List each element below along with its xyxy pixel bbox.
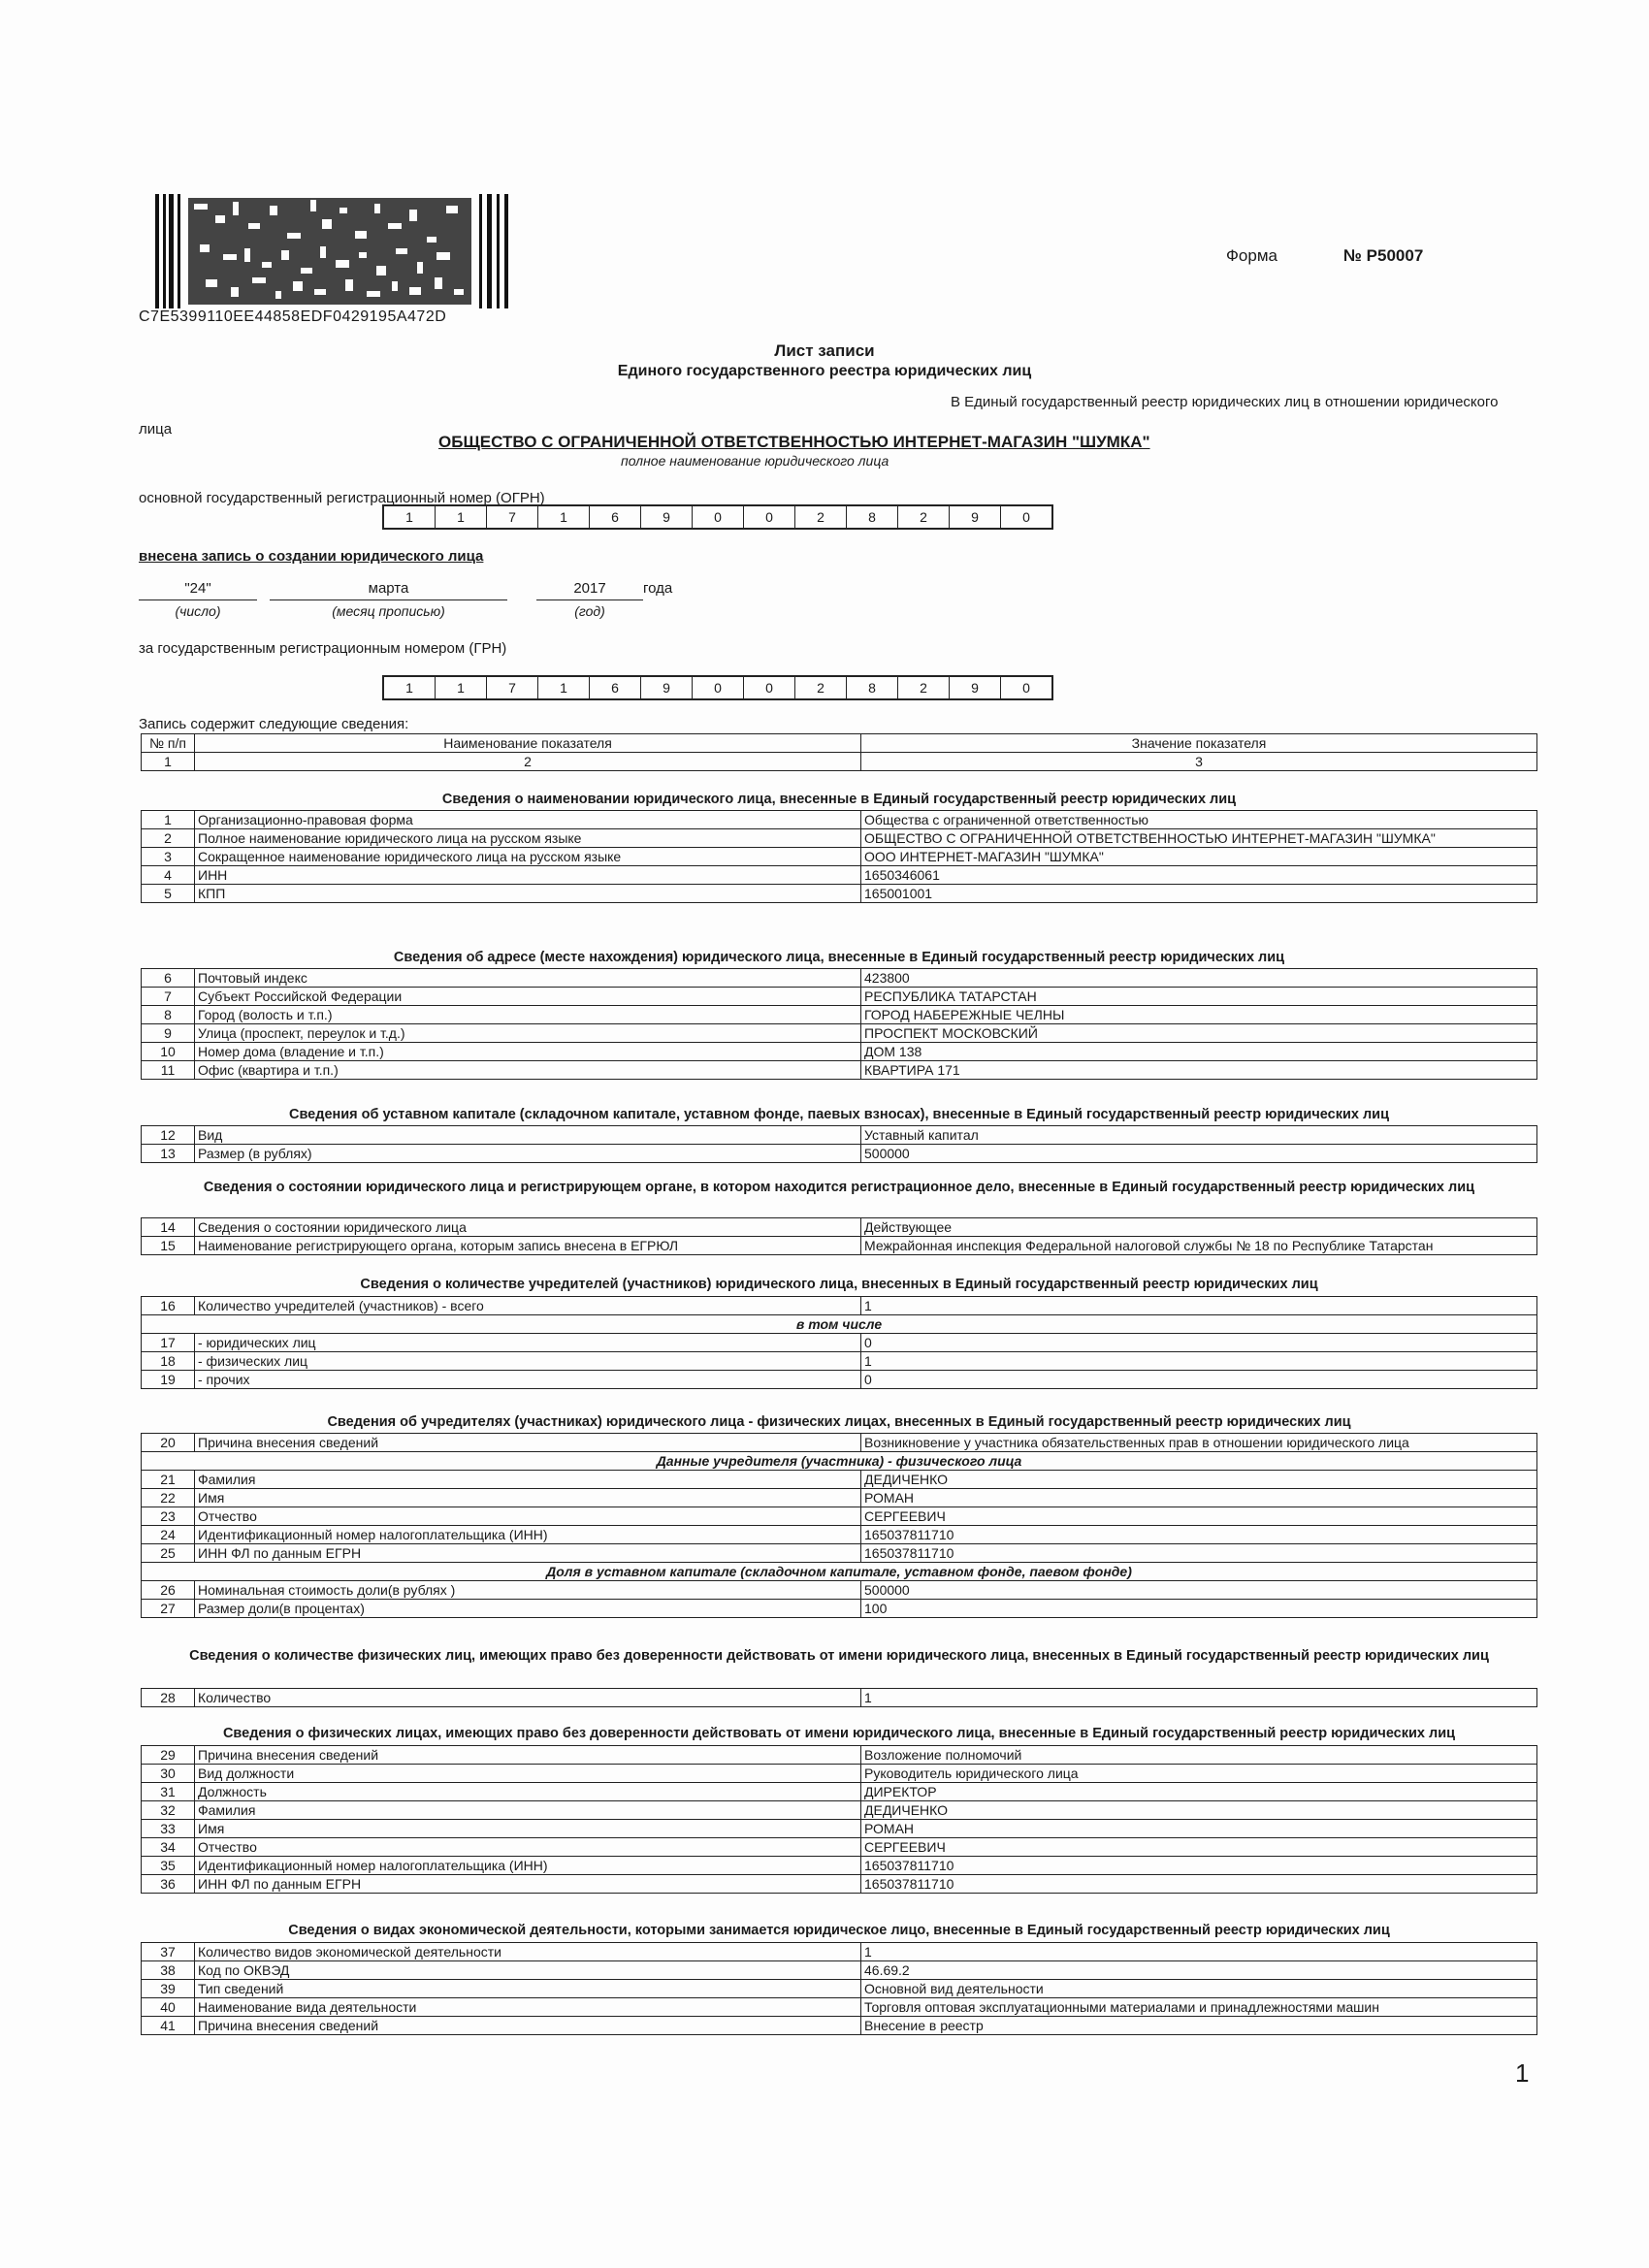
organization-name-caption: полное наименование юридического лица (621, 453, 889, 469)
col-name-index: 2 (195, 753, 861, 771)
section-table-capital (141, 1125, 1537, 1163)
digit-cell: 1 (405, 509, 413, 525)
row-value: 46.69.2 (861, 1961, 1537, 1980)
digit-cell: 8 (846, 506, 897, 528)
section-title-signatory-count: Сведения о количестве физических лиц, имеющих право без доверенности действовать от имени юридического лица, внесенных в Единый государственный реестр юридических лиц (189, 1648, 1489, 1664)
row-value: Основной вид деятельности (861, 1980, 1537, 1998)
date-month-caption: (месяц прописью) (332, 603, 445, 619)
table-row (142, 885, 1537, 903)
row-value: Общества с ограниченной ответственностью (861, 811, 1537, 829)
row-value: Торговля оптовая эксплуатационными материалами и принадлежностями машин (861, 1998, 1537, 2017)
section-title-capital: Сведения об уставном капитале (складочном капитале, уставном фонде, паевых взносах), внесенные в Единый государственный реестр юридических лиц (288, 1107, 1390, 1122)
row-number: 29 (142, 1746, 195, 1765)
row-value: РЕСПУБЛИКА ТАТАРСТАН (861, 988, 1537, 1006)
digit-cell: 9 (640, 677, 692, 698)
row-value: РОМАН (861, 1489, 1537, 1507)
section-table-signatories (141, 1745, 1537, 1894)
subheader-including: в том числе (142, 1315, 1537, 1334)
table-row (142, 1352, 1537, 1371)
form-label: Форма (1226, 246, 1277, 265)
table-row (142, 2017, 1537, 2035)
subheader-row (142, 1452, 1537, 1471)
row-number: 23 (142, 1507, 195, 1526)
digit-cell: 9 (949, 677, 1000, 698)
table-row (142, 988, 1537, 1006)
row-value: 500000 (861, 1145, 1537, 1163)
row-number: 15 (142, 1237, 195, 1255)
row-number: 18 (142, 1352, 195, 1371)
section-table-status (141, 1217, 1537, 1255)
row-name: Организационно-правовая форма (195, 811, 861, 829)
digit-cell: 9 (640, 506, 692, 528)
section-title-name: Сведения о наименовании юридического лица, внесенные в Единый государственный реестр юридических лиц (441, 792, 1237, 807)
section-table-activities (141, 1942, 1537, 2035)
row-number: 12 (142, 1126, 195, 1145)
section-table-signatory-count (141, 1688, 1537, 1707)
table-row (142, 1043, 1537, 1061)
table-row (142, 1126, 1537, 1145)
organization-full-name: ОБЩЕСТВО С ОГРАНИЧЕННОЙ ОТВЕТСТВЕННОСТЬЮ ИНТЕРНЕТ-МАГАЗИН "ШУМКА" (438, 433, 1150, 451)
row-name: Идентификационный номер налогоплательщика (ИНН) (195, 1526, 861, 1544)
row-value: ДЕДИЧЕНКО (861, 1471, 1537, 1489)
row-value: 1650346061 (861, 866, 1537, 885)
row-name: Почтовый индекс (195, 969, 861, 988)
row-value: 0 (861, 1371, 1537, 1389)
row-number: 37 (142, 1943, 195, 1961)
row-number: 26 (142, 1581, 195, 1600)
row-value: СЕРГЕЕВИЧ (861, 1838, 1537, 1857)
row-value: ООО ИНТЕРНЕТ-МАГАЗИН "ШУМКА" (861, 848, 1537, 866)
table-row (142, 1998, 1537, 2017)
table-row (142, 1746, 1537, 1765)
row-name: Улица (проспект, переулок и т.д.) (195, 1024, 861, 1043)
row-value: Руководитель юридического лица (861, 1765, 1537, 1783)
row-name: - юридических лиц (195, 1334, 861, 1352)
digit-cell: 0 (743, 677, 794, 698)
table-row (142, 1600, 1537, 1618)
row-number: 5 (142, 885, 195, 903)
digit-cell: 9 (949, 506, 1000, 528)
table-row (142, 1471, 1537, 1489)
row-number: 4 (142, 866, 195, 885)
row-value: 165001001 (861, 885, 1537, 903)
row-name: Причина внесения сведений (195, 1434, 861, 1452)
row-value: Возложение полномочий (861, 1746, 1537, 1765)
table-row (142, 1371, 1537, 1389)
row-value: 165037811710 (861, 1526, 1537, 1544)
row-name: Номинальная стоимость доли(в рублях ) (195, 1581, 861, 1600)
row-name: Офис (квартира и т.п.) (195, 1061, 861, 1080)
row-name: Количество учредителей (участников) - всего (195, 1297, 861, 1315)
digit-cell: 1 (537, 677, 589, 698)
row-number: 28 (142, 1689, 195, 1707)
row-number: 24 (142, 1526, 195, 1544)
digit-cell: 7 (486, 677, 537, 698)
section-title-address: Сведения об адресе (месте нахождения) юридического лица, внесенные в Единый государственный реестр юридических лиц (393, 950, 1285, 965)
table-row (142, 1237, 1537, 1255)
row-name: Фамилия (195, 1471, 861, 1489)
row-name: Размер (в рублях) (195, 1145, 861, 1163)
row-name: Количество (195, 1689, 861, 1707)
row-value: Внесение в реестр (861, 2017, 1537, 2035)
row-value: 0 (861, 1334, 1537, 1352)
row-value: 165037811710 (861, 1875, 1537, 1894)
row-number: 6 (142, 969, 195, 988)
row-name: Номер дома (владение и т.п.) (195, 1043, 861, 1061)
subheader-row (142, 1563, 1537, 1581)
row-name: Субъект Российской Федерации (195, 988, 861, 1006)
row-value: ДИРЕКТОР (861, 1783, 1537, 1801)
row-number: 33 (142, 1820, 195, 1838)
row-number: 36 (142, 1875, 195, 1894)
row-name: Наименование регистрирующего органа, которым запись внесена в ЕГРЮЛ (195, 1237, 861, 1255)
row-number: 20 (142, 1434, 195, 1452)
digit-cell: 2 (897, 506, 949, 528)
row-number: 41 (142, 2017, 195, 2035)
row-name: ИНН ФЛ по данным ЕГРН (195, 1875, 861, 1894)
row-value: Действующее (861, 1218, 1537, 1237)
table-row (142, 1581, 1537, 1600)
form-number: № Р50007 (1343, 246, 1424, 265)
row-value: Уставный капитал (861, 1126, 1537, 1145)
table-row (142, 1765, 1537, 1783)
document-subtitle: Единого государственного реестра юридических лиц (617, 363, 1032, 379)
column-header-table (141, 733, 1537, 771)
row-value: 1 (861, 1943, 1537, 1961)
page-number: 1 (1515, 2058, 1530, 2088)
row-name: Сокращенное наименование юридического лица на русском языке (195, 848, 861, 866)
row-number: 39 (142, 1980, 195, 1998)
row-number: 34 (142, 1838, 195, 1857)
contains-label: Запись содержит следующие сведения: (139, 716, 409, 732)
row-name: Полное наименование юридического лица на русском языке (195, 829, 861, 848)
row-name: Имя (195, 1820, 861, 1838)
row-number: 31 (142, 1783, 195, 1801)
row-name: Идентификационный номер налогоплательщика (ИНН) (195, 1857, 861, 1875)
barcode-image (155, 194, 514, 308)
ogrn-digit-boxes (382, 504, 1053, 530)
row-value: ДЕДИЧЕНКО (861, 1801, 1537, 1820)
table-row (142, 848, 1537, 866)
row-number: 27 (142, 1600, 195, 1618)
row-name: Причина внесения сведений (195, 1746, 861, 1765)
row-name: Фамилия (195, 1801, 861, 1820)
digit-cell: 2 (794, 677, 846, 698)
digit-cell: 0 (1000, 677, 1051, 698)
ogrn-label: основной государственный регистрационный номер (ОГРН) (139, 490, 545, 506)
row-number: 14 (142, 1218, 195, 1237)
row-number: 25 (142, 1544, 195, 1563)
row-value: 423800 (861, 969, 1537, 988)
row-value: ОБЩЕСТВО С ОГРАНИЧЕННОЙ ОТВЕТСТВЕННОСТЬЮ ИНТЕРНЕТ-МАГАЗИН "ШУМКА" (861, 829, 1537, 848)
row-name: Сведения о состоянии юридического лица (195, 1218, 861, 1237)
col-value-header: Значение показателя (861, 734, 1537, 753)
table-row (142, 1875, 1537, 1894)
digit-cell: 2 (794, 506, 846, 528)
row-name: Отчество (195, 1838, 861, 1857)
table-row (142, 1489, 1537, 1507)
table-row (142, 1544, 1537, 1563)
table-row (142, 1980, 1537, 1998)
section-title-founders-count: Сведения о количестве учредителей (участников) юридического лица, внесенных в Единый государственный реестр юридических лиц (360, 1277, 1318, 1292)
table-row (142, 1334, 1537, 1352)
date-day: "24" (139, 580, 257, 600)
digit-cell: 7 (486, 506, 537, 528)
row-number: 8 (142, 1006, 195, 1024)
table-row (142, 1943, 1537, 1961)
row-name: Код по ОКВЭД (195, 1961, 861, 1980)
row-value: ПРОСПЕКТ МОСКОВСКИЙ (861, 1024, 1537, 1043)
grn-digit-boxes (382, 675, 1053, 700)
document-title: Лист записи (774, 341, 875, 360)
table-row (142, 1006, 1537, 1024)
row-value: 1 (861, 1297, 1537, 1315)
table-row (142, 829, 1537, 848)
row-value: Межрайонная инспекция Федеральной налоговой службы № 18 по Республике Татарстан (861, 1237, 1537, 1255)
subheader-founder-data: Данные учредителя (участника) - физического лица (142, 1452, 1537, 1471)
grn-label: за государственным регистрационным номером (ГРН) (139, 640, 507, 657)
row-value: 500000 (861, 1581, 1537, 1600)
section-title-activities: Сведения о видах экономической деятельности, которыми занимается юридическое лицо, внесенные в Единый государственный реестр юридических лиц (288, 1923, 1390, 1938)
row-value: ДОМ 138 (861, 1043, 1537, 1061)
date-year-caption: (год) (574, 603, 605, 619)
table-row (142, 811, 1537, 829)
table-row (142, 1434, 1537, 1452)
row-number: 19 (142, 1371, 195, 1389)
intro-text: В Единый государственный реестр юридических лиц в отношении юридического (951, 394, 1499, 410)
col-number-index: 1 (142, 753, 195, 771)
row-value: СЕРГЕЕВИЧ (861, 1507, 1537, 1526)
table-row (142, 1526, 1537, 1544)
table-row (142, 1145, 1537, 1163)
table-row (142, 1961, 1537, 1980)
digit-cell: 8 (846, 677, 897, 698)
row-number: 13 (142, 1145, 195, 1163)
row-number: 7 (142, 988, 195, 1006)
barcode-code: C7E5399110EE44858EDF0429195A472D (139, 308, 447, 325)
row-name: Отчество (195, 1507, 861, 1526)
table-row (142, 1689, 1537, 1707)
table-row (142, 1507, 1537, 1526)
table-row (142, 1820, 1537, 1838)
row-number: 17 (142, 1334, 195, 1352)
row-name: - прочих (195, 1371, 861, 1389)
table-row (142, 1218, 1537, 1237)
row-number: 2 (142, 829, 195, 848)
table-row (142, 1024, 1537, 1043)
row-name: Имя (195, 1489, 861, 1507)
row-name: - физических лиц (195, 1352, 861, 1371)
row-number: 10 (142, 1043, 195, 1061)
row-number: 40 (142, 1998, 195, 2017)
col-number-header: № п/п (142, 734, 195, 753)
row-name: Размер доли(в процентах) (195, 1600, 861, 1618)
section-title-status: Сведения о состоянии юридического лица и регистрирующем органе, в котором находится регистрационное дело, внесенные в Единый государственный реестр юридических лиц (203, 1180, 1475, 1195)
digit-cell: 0 (692, 677, 743, 698)
table-row (142, 1297, 1537, 1315)
row-name: Наименование вида деятельности (195, 1998, 861, 2017)
row-name: Вид должности (195, 1765, 861, 1783)
digit-cell: 2 (897, 677, 949, 698)
digit-cell: 0 (1000, 506, 1051, 528)
table-row (142, 969, 1537, 988)
subheader-row (142, 1315, 1537, 1334)
row-name: Должность (195, 1783, 861, 1801)
col-name-header: Наименование показателя (195, 734, 861, 753)
row-number: 3 (142, 848, 195, 866)
date-day-caption: (число) (175, 603, 221, 619)
row-value: 165037811710 (861, 1857, 1537, 1875)
section-table-founders-count (141, 1296, 1537, 1389)
section-title-signatories: Сведения о физических лицах, имеющих право без доверенности действовать от имени юридического лица, внесенные в Единый государственный реестр юридических лиц (222, 1726, 1456, 1741)
section-table-name (141, 810, 1537, 903)
section-table-founders (141, 1433, 1537, 1618)
row-number: 32 (142, 1801, 195, 1820)
intro-continuation: лица (139, 421, 173, 437)
digit-cell: 0 (743, 506, 794, 528)
row-name: ИНН (195, 866, 861, 885)
row-number: 35 (142, 1857, 195, 1875)
table-row (142, 866, 1537, 885)
row-name: Тип сведений (195, 1980, 861, 1998)
date-month: марта (270, 580, 507, 600)
digit-cell: 6 (589, 677, 640, 698)
creation-record-label: внесена запись о создании юридического лица (139, 548, 484, 565)
subheader-share: Доля в уставном капитале (складочном капитале, уставном фонде, паевом фонде) (142, 1563, 1537, 1581)
row-value: ГОРОД НАБЕРЕЖНЫЕ ЧЕЛНЫ (861, 1006, 1537, 1024)
table-row (142, 1061, 1537, 1080)
digit-cell: 1 (435, 677, 486, 698)
row-number: 1 (142, 811, 195, 829)
row-value: 165037811710 (861, 1544, 1537, 1563)
row-number: 21 (142, 1471, 195, 1489)
digit-cell: 1 (435, 506, 486, 528)
row-name: Причина внесения сведений (195, 2017, 861, 2035)
row-value: 1 (861, 1352, 1537, 1371)
digit-cell: 1 (405, 680, 413, 696)
table-row (142, 1838, 1537, 1857)
digit-cell: 6 (589, 506, 640, 528)
row-name: Количество видов экономической деятельности (195, 1943, 861, 1961)
row-number: 22 (142, 1489, 195, 1507)
row-value: 1 (861, 1689, 1537, 1707)
row-name: Вид (195, 1126, 861, 1145)
row-number: 38 (142, 1961, 195, 1980)
row-number: 11 (142, 1061, 195, 1080)
col-value-index: 3 (861, 753, 1537, 771)
row-name: КПП (195, 885, 861, 903)
row-number: 9 (142, 1024, 195, 1043)
section-title-founders: Сведения об учредителях (участниках) юридического лица - физических лицах, внесенных в Единый государственный реестр юридических лиц (327, 1414, 1351, 1430)
row-name: ИНН ФЛ по данным ЕГРН (195, 1544, 861, 1563)
row-number: 16 (142, 1297, 195, 1315)
row-value: 100 (861, 1600, 1537, 1618)
row-number: 30 (142, 1765, 195, 1783)
row-value: КВАРТИРА 171 (861, 1061, 1537, 1080)
row-value: Возникновение у участника обязательственных прав в отношении юридического лица (861, 1434, 1537, 1452)
date-year-suffix: года (643, 580, 673, 597)
row-value: РОМАН (861, 1820, 1537, 1838)
section-table-address (141, 968, 1537, 1080)
row-name: Город (волость и т.п.) (195, 1006, 861, 1024)
digit-cell: 0 (692, 506, 743, 528)
table-row (142, 1783, 1537, 1801)
table-row (142, 1801, 1537, 1820)
table-row (142, 1857, 1537, 1875)
date-year: 2017 (536, 580, 643, 600)
digit-cell: 1 (537, 506, 589, 528)
